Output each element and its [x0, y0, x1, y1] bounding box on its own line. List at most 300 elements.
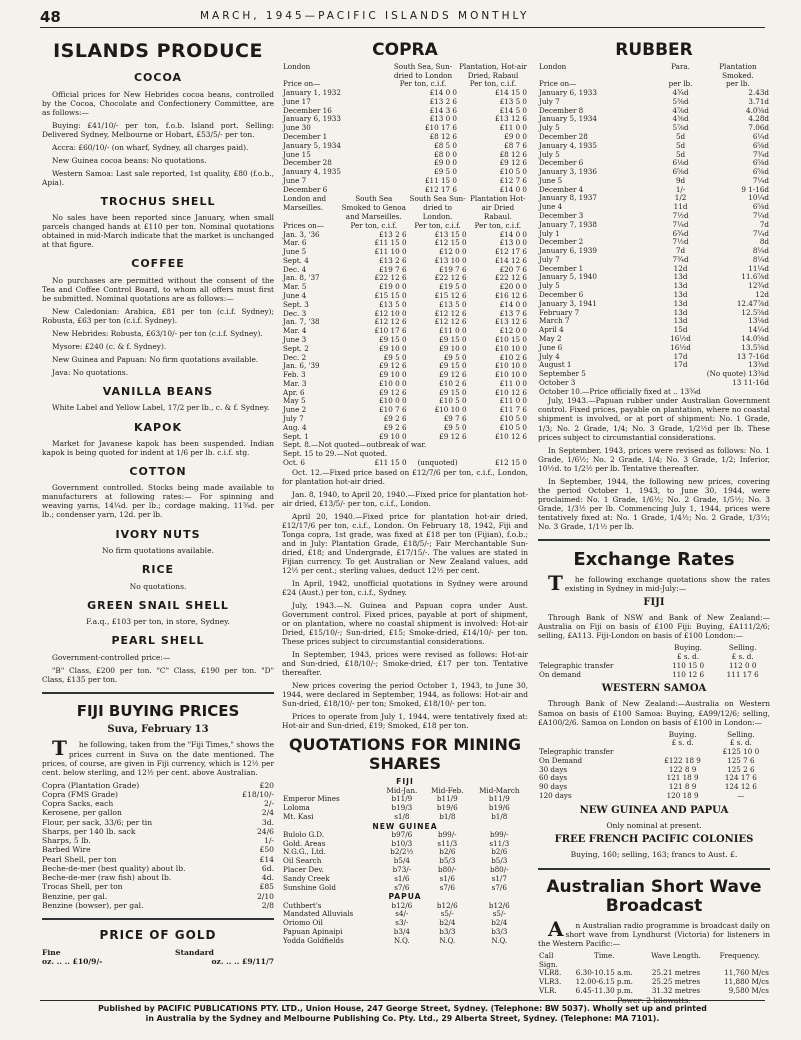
fiji-price-value: £18/10/-	[242, 789, 274, 799]
rubber-row	[538, 89, 770, 98]
copra-table-2	[282, 195, 528, 467]
exchange-row-cell: Telegraphic transfer	[539, 747, 614, 757]
fiji-price-row	[42, 799, 274, 808]
fiji-buying-title: FIJI BUYING PRICES	[76, 701, 240, 720]
rubber-row-cell: 4⅞d	[672, 105, 689, 115]
rubber-row-cell: 5d	[675, 149, 686, 159]
copra-row-cell: £10 12 6	[494, 431, 527, 441]
copra-row-cell: June 5	[283, 247, 307, 257]
rubber-row-cell: 7½d	[672, 237, 689, 247]
copra-row-cell: £9 12 6	[379, 361, 407, 371]
mining-row-cell: Sunshine Gold	[283, 882, 336, 892]
rubber-row-cell: 4¾d	[672, 88, 689, 98]
rubber-row-cell: January 4, 1935	[539, 140, 597, 150]
section-divider	[42, 918, 274, 920]
exchange-row-cell: Telegraphic transfer	[539, 660, 614, 670]
copra-row-cell: £22 12 6	[374, 273, 407, 283]
copra-row-cell: £12 12 6	[434, 317, 467, 327]
copra-row-cell: January 6, 1933	[283, 114, 341, 124]
copra-row-cell: £12 17 6	[424, 184, 457, 194]
mining-row	[282, 813, 528, 822]
fiji-price-row	[42, 808, 274, 817]
rubber-row-cell: 1/-	[675, 184, 686, 194]
copra-row-cell: £10 5 0	[499, 413, 527, 423]
copra-row-cell: £19 5 0	[439, 282, 467, 292]
copra-row-cell: £9 15 0	[379, 334, 407, 344]
copra-row-cell: £9 5 0	[443, 352, 467, 362]
copra-row-cell: June 17	[283, 96, 311, 106]
mining-row-cell: b5/4	[393, 856, 410, 866]
mining-row-cell: b2/4	[491, 918, 508, 928]
rubber-row	[538, 115, 770, 124]
fiji-price-label: Sharps, per 140 lb. sack	[42, 826, 136, 836]
rubber-row-cell: 8¼d	[752, 246, 769, 256]
fiji-price-label: Flour, per sack, 33/6; per tin	[42, 817, 153, 827]
fiji-price-value: £14	[259, 854, 274, 864]
rubber-note: October 10.—Price officially fixed at .. 13¾d	[539, 386, 701, 396]
copra-row-cell: £9 15 0	[439, 387, 467, 397]
mining-row-cell: b99/-	[489, 829, 509, 839]
shortwave-intro: An Australian radio programme is broadcast daily on short wave from Lyndhurst (Victoria) for listeners in the Western Pacific:—	[538, 916, 770, 948]
fiji-price-row	[42, 892, 274, 901]
mining-row-cell: s11/3	[437, 838, 458, 848]
publisher-footer	[40, 1000, 765, 1024]
rubber-row-cell: 7½d	[672, 211, 689, 221]
rubber-row-cell: 6⅝d	[752, 202, 769, 212]
exchange-title: Exchange Rates	[573, 548, 735, 570]
rubber-row-cell: January 6, 1939	[539, 246, 597, 256]
copra-row-cell: Dec. 2	[283, 352, 307, 362]
rubber-row-cell: March 7	[539, 316, 570, 326]
copra-row-cell: £10 10 0	[494, 370, 527, 380]
coffee-para: New Guinea and Papuan: No firm quotations available.	[52, 355, 259, 365]
mining-row-cell: b11/9	[391, 794, 413, 804]
rubber-row-cell: 5⅞d	[672, 123, 689, 133]
copra-col-header: London	[283, 61, 311, 71]
kapok-title: KAPOK	[134, 420, 182, 434]
mining-row-cell: Mt. Kasi	[283, 811, 314, 821]
rubber-row-cell: 4.28d	[748, 114, 769, 124]
copra-col-subheader: Price on—	[283, 79, 321, 89]
fiji-price-row	[42, 873, 274, 882]
rubber-row-cell: 6⅝d	[752, 167, 769, 177]
section-divider	[538, 539, 770, 541]
copra-row-cell: Sept. 1	[283, 431, 309, 441]
mining-row-cell: b11/9	[488, 794, 510, 804]
copra-note: Sept. 8.—Not quoted—outbreak of war.	[283, 440, 427, 450]
copra-row	[282, 142, 528, 151]
rubber-row-cell: January 5, 1940	[539, 272, 597, 282]
copra-col-header: London and Marseilles.	[283, 194, 327, 213]
exchange-fiji-table	[538, 644, 770, 679]
mining-row-cell: s1/7	[491, 873, 507, 883]
copra-row-cell: £13 7 6	[499, 308, 527, 318]
rubber-row-cell: 6⅝d	[672, 167, 689, 177]
fiji-price-label: Copra (Plantation Grade)	[42, 780, 140, 790]
gold-std-unit: oz.	[211, 956, 224, 966]
copra-paragraph: In September, 1943, prices were revised as follows: Hot-air and Sun-dried, £18/10/-; Smoke-dried, £17 per ton. Tentative thereafter.	[282, 650, 528, 678]
fiji-price-row	[42, 845, 274, 854]
copra-row-cell: £19 7 6	[439, 264, 467, 274]
rubber-row	[538, 309, 770, 318]
copra-row-cell: £14 0 0	[499, 184, 527, 194]
rubber-notes	[538, 396, 770, 530]
fiji-price-row	[42, 864, 274, 873]
exchange-col-header: Selling.	[727, 729, 755, 739]
exchange-unit-header: £ s. d.	[729, 738, 752, 748]
mining-row-cell: b19/3	[391, 803, 413, 813]
rubber-row-cell: August 1	[539, 360, 572, 370]
mining-row-cell: N.G.G., Ltd.	[283, 847, 326, 857]
running-title: MARCH, 1945—PACIFIC ISLANDS MONTHLY	[200, 10, 530, 22]
rubber-row-cell: January 7, 1938	[539, 219, 597, 229]
copra-col-header: Plantation, Hot-air Dried, Rabaul	[459, 61, 527, 80]
rubber-row-cell: 13d	[673, 307, 688, 317]
copra-row-cell: Apr. 6	[283, 387, 305, 397]
rubber-row-cell: July 7	[539, 96, 560, 106]
mining-row-cell: Yodda Goldfields	[283, 935, 344, 945]
copra-paragraph: In April, 1942, unofficial quotations in Sydney were around £24 (Aust.) per ton, c.i.f., Sydney.	[282, 579, 528, 598]
copra-row-cell: £9 10 0	[439, 343, 467, 353]
copra-row-cell: £9 7 6	[443, 413, 467, 423]
copra-row-cell: Sept. 3	[283, 299, 309, 309]
copra-row-cell: £9 2 6	[383, 413, 407, 423]
exchange-row	[538, 671, 770, 680]
rubber-row-cell: December 6	[539, 158, 584, 168]
cocoa-para: Accra: £60/10/- (on wharf, Sydney, all charges paid).	[52, 142, 249, 152]
footer-line: in Australia by the Sydney and Melbourne Publishing Co. Pty. Ltd., 29 Alberta Street, Sydney. (Telephone: MA 7101).	[145, 1014, 660, 1024]
copra-row-cell: £14 3 6	[429, 105, 457, 115]
fiji-price-value: £50	[259, 845, 274, 855]
rubber-row-cell: 13.5⅝d	[741, 342, 769, 352]
rubber-row-cell: 12.47⅞d	[736, 298, 769, 308]
fiji-price-label: Barbed Wire	[42, 845, 91, 855]
copra-row-cell: June 15	[283, 149, 311, 159]
fiji-price-value: 1/-	[264, 836, 274, 846]
rubber-row-cell: July 1	[539, 228, 560, 238]
fiji-price-row	[42, 836, 274, 845]
rice-title: RICE	[141, 563, 175, 577]
gold-fine-value: £10/9/-	[72, 956, 103, 966]
copra-row-cell: £9 10 0	[379, 370, 407, 380]
mining-row	[282, 937, 528, 946]
rubber-row-cell: 8¼d	[752, 254, 769, 264]
rubber-row-cell: 4⅜d	[672, 114, 689, 124]
exchange-row-cell: 125 2 6	[727, 764, 755, 774]
cocoa-para: Official prices for New Hebrides cocoa beans, controlled by the Cocoa, Chocolate and Confectionery Committee, are as follows:—	[42, 89, 274, 117]
mining-col-header: Mid-Jan.	[386, 785, 418, 795]
cocoa-title: COCOA	[133, 71, 183, 85]
cotton-title: COTTON	[129, 464, 187, 478]
fiji-price-label: Pearl Shell, per ton	[42, 854, 117, 864]
rubber-row-cell: 13d	[673, 316, 688, 326]
copra-row-cell: £16 12 6	[494, 291, 527, 301]
fiji-price-value: 24/6	[256, 826, 274, 836]
rubber-row-cell: June 5	[539, 175, 563, 185]
copra-row-cell: Mar. 4	[283, 326, 307, 336]
shortwave-row-cell: 6.45-11.30 p.m.	[575, 986, 633, 995]
copra-row-cell: £9 12 6	[439, 431, 467, 441]
mining-row-cell: b3/3	[491, 926, 508, 936]
copra-row-cell: £10 2 6	[499, 352, 527, 362]
copra-paragraph: New prices covering the period October 1, 1943, to June 30, 1944, were declared in September, 1944, as follows: Hot-air and Sun-dried, £18/10/- per ton; Smoked, £18/10/- per ton.	[282, 681, 528, 709]
exchange-row-cell: 121 8 9	[668, 782, 697, 792]
rubber-row	[538, 273, 770, 282]
rubber-row-cell: (No quote) 13⅜d	[706, 369, 769, 379]
exchange-ng-title: NEW GUINEA AND PAPUA	[579, 804, 729, 816]
mining-row-cell: b80/-	[438, 865, 457, 875]
cocoa-para: Buying: £41/10/- per ton, f.o.b. Island port. Selling: Delivered Sydney, Melbourne or Hobart, £53/5/- per ton.	[42, 120, 274, 139]
copra-row-cell: £20 7 6	[499, 264, 527, 274]
rubber-row-cell: 13⅛d	[748, 316, 769, 326]
rubber-row-cell: 13d	[673, 272, 688, 282]
rubber-row-cell: 3.71d	[748, 96, 769, 106]
mining-row-cell: b3/4	[393, 926, 410, 936]
rubber-row-cell: February 7	[539, 307, 580, 317]
mining-row-cell: b3/3	[439, 926, 456, 936]
mining-row-cell: b5/3	[491, 856, 508, 866]
mining-row-cell: b19/6	[436, 803, 458, 813]
mining-col-header: Mid-Feb.	[431, 785, 464, 795]
copra-row-cell: £13 2 6	[429, 96, 457, 106]
copra-row-cell: June 30	[283, 123, 311, 133]
islands-produce-title: ISLANDS PRODUCE	[53, 40, 263, 62]
copra-paragraph: April 20, 1940.—Fixed price for plantation hot-air dried, £12/17/6 per ton, c.i.f., London. On February 18, 1942, Fiji and Tonga copra, 1st grade, was fixed at £18 per ton (Fijian), f.o.b.; and in July: Plantation Grade, £18/5/-; Fair Merchantable Sun-dried, £18; and Undergrade, £17/15/-. The values are stated in Fijian currency. To get Australian or New Zealand values, add 12½ per cent.; sterling values, deduct 12½ per cent.	[282, 511, 528, 575]
coffee-para: No purchases are permitted without the consent of the Tea and Coffee Control Board, to whom all offers must first be submitted. Nominal quotations are as follows:—	[42, 275, 274, 303]
shortwave-row-cell: 25.21 metres	[651, 968, 701, 978]
copra-row-cell: £22 12 6	[434, 273, 467, 283]
copra-row-cell: £11 0 0	[499, 123, 527, 133]
mining-row-cell: b1/8	[491, 811, 508, 821]
copra-row-cell: £9 0 0	[434, 158, 457, 168]
exchange-samoa-table	[538, 731, 770, 801]
rubber-row-cell: 6⅛d	[672, 158, 689, 168]
rubber-paragraph: July, 1943.—Papuan rubber under Australian Government control. Fixed prices, payable on plantation, where no coastal shipment is involved, or at port of shipment: No. 1 Grade, 1/3; No. 2 Grade, 1/4; No. 3 Grade, 1/2½d per lb. These prices subject to circumstantial considerations.	[538, 396, 770, 442]
mining-row-cell: b2/2½	[390, 847, 414, 857]
exchange-row-cell: 120 days	[539, 791, 572, 801]
fiji-price-label: Kerosene, per gallon	[42, 808, 122, 818]
rubber-col-subheader: per lb.	[726, 79, 750, 89]
copra-notes	[282, 468, 528, 731]
exchange-row-cell: 124 12 6	[724, 782, 757, 792]
mining-row-cell: s7/6	[394, 882, 410, 892]
rubber-row-cell: 2.43d	[748, 88, 769, 98]
fiji-price-value: 2/10	[256, 891, 274, 901]
exchange-row-cell: 60 days	[539, 773, 568, 783]
rubber-row-cell: May 2	[539, 333, 562, 343]
mining-group-label: NEW GUINEA	[372, 821, 438, 831]
rubber-row-cell: December 4	[539, 184, 584, 194]
rubber-table	[538, 63, 770, 397]
copra-row-cell: £10 0 0	[379, 396, 407, 406]
rubber-row-cell: 5d	[675, 140, 686, 150]
rubber-row-cell: 7.06d	[748, 123, 769, 133]
copra-row-cell: June 7	[283, 175, 307, 185]
rubber-row-cell: 7¼d	[672, 219, 689, 229]
rubber-row-cell: 5d	[675, 131, 686, 141]
copra-row-cell: £10 2 6	[439, 378, 467, 388]
fiji-price-label: Benzine (bowser), per gal.	[42, 900, 144, 910]
rubber-row-cell: 5⅜d	[672, 96, 689, 106]
mining-row-cell: b2/6	[439, 847, 456, 857]
rubber-row-cell: 7d	[675, 246, 686, 256]
rubber-row	[538, 326, 770, 335]
copra-row-cell: £9 10 0	[379, 343, 407, 353]
shortwave-row-cell: 11,760 M/cs	[724, 968, 769, 978]
mining-row-cell: Oriomo Oil	[283, 918, 323, 928]
copra-row-cell: £9 2 6	[383, 422, 407, 432]
mining-row-cell: s5/-	[492, 909, 506, 919]
shortwave-row-cell: VLR.	[539, 986, 557, 995]
copra-row-cell: £8 12 6	[429, 131, 457, 141]
fiji-price-row	[42, 901, 274, 910]
copra-row-cell: £13 5 0	[499, 96, 527, 106]
column-islands-produce	[42, 40, 274, 966]
exchange-unit-header: £ s. d.	[731, 651, 754, 661]
rubber-row-cell: July 5	[539, 281, 560, 291]
mining-row-cell: b12/6	[391, 900, 413, 910]
copra-paragraph: July, 1943.—N. Guinea and Papuan copra under Aust. Government control. Fixed prices, payable at port of shipment, or on plantation, where no coastal shipment is involved: Hot-air Dried, £15/10/-; Sun-dried, £15; Smoke-dried, £14/10/- per ton. These prices subject to circumstantial considerations.	[282, 601, 528, 647]
fiji-price-row	[42, 790, 274, 799]
copra-row-cell: £13 0 0	[499, 238, 527, 248]
pearl-para: Government-controlled price:—	[52, 652, 171, 662]
rubber-row-cell: January 6, 1933	[539, 88, 597, 98]
rubber-row-cell: 9 1-16d	[741, 184, 769, 194]
mining-row-cell: s7/6	[439, 882, 455, 892]
exchange-fiji-para: Through Bank of NSW and Bank of New Zealand:—Australia on Fiji on basis of £100 Fiji: Buying, £A111/2/6; selling, £A113. Fiji-London on basis of £100 London:—	[538, 613, 770, 641]
copra-row-cell: £10 5 0	[499, 167, 527, 177]
rubber-row-cell: December 6	[539, 290, 584, 300]
rubber-col-header: Plantation Smoked.	[719, 61, 757, 80]
exchange-french-para: Buying, 160; selling, 163; francs to Aust. £.	[570, 850, 738, 860]
exchange-row-cell: 125 7 6	[727, 755, 755, 765]
exchange-row-cell: 112 0 0	[728, 660, 757, 670]
rubber-row-cell: December 1	[539, 263, 584, 273]
copra-row-cell: £10 5 0	[499, 422, 527, 432]
pearl-para: "B" Class, £200 per ton. "C" Class, £190 per ton. "D" Class, £135 per ton.	[42, 665, 274, 684]
copra-col-subheader: Prices on—	[283, 220, 324, 230]
copra-table-1	[282, 63, 528, 195]
rubber-row	[538, 344, 770, 353]
rubber-row-cell: 14¼d	[748, 325, 769, 335]
copra-row-cell: £13 0 0	[429, 114, 457, 124]
rubber-row-cell: December 2	[539, 237, 584, 247]
shortwave-col-header: Call Sign.	[539, 950, 558, 969]
copra-row-cell: January 4, 1935	[283, 167, 341, 177]
copra-paragraph: Prices to operate from July 1, 1944, were tentatively fixed at: Hot-air and Sun-dried, £19; Smoked, £18 per ton.	[282, 712, 528, 731]
copra-row-cell: £10 10 0	[434, 405, 467, 415]
copra-row-cell: £12 12 6	[434, 308, 467, 318]
copra-col-subheader: Per ton, c.i.f.	[414, 220, 461, 230]
rubber-row-cell: January 3, 1936	[539, 167, 597, 177]
rubber-row-cell: 9d	[675, 175, 686, 185]
fiji-buying-intro: The following, taken from the "Fiji Times," shows the prices current in Suva on the date mentioned. The prices, of course, are given in Fiji currency, which is 12½ per cent. below sterling, and 12½ per cent. above Australian.	[42, 736, 274, 777]
fiji-price-value: 2/8	[261, 900, 274, 910]
copra-row-cell: £10 17 6	[374, 326, 407, 336]
mining-row-cell: b19/6	[488, 803, 510, 813]
copra-cell: £12 15 0	[494, 457, 527, 467]
copra-row-cell: £13 15 0	[434, 229, 467, 239]
rubber-row	[538, 247, 770, 256]
coffee-para: Java: No quotations.	[52, 368, 129, 378]
rubber-row	[538, 335, 770, 344]
copra-row-cell: £8 5 0	[434, 140, 457, 150]
rubber-row	[538, 168, 770, 177]
gold-header-row	[42, 948, 274, 957]
exchange-row-cell: 30 days	[539, 764, 568, 774]
copra-row-cell: £10 12 6	[494, 387, 527, 397]
kapok-para: Market for Javanese kapok has been suspended. Indian kapok is being quoted for indent at 1/6 per lb. c.i.f. stg.	[42, 438, 274, 457]
mining-row-cell: s4/-	[395, 909, 409, 919]
copra-row-cell: January 5, 1934	[283, 140, 341, 150]
copra-row-cell: £14 12 6	[494, 255, 527, 265]
column-copra	[282, 40, 528, 946]
rubber-row-cell: 11d	[673, 202, 688, 212]
copra-col-header: Plantation Hot-air Dried Rabaul.	[470, 194, 526, 222]
copra-row-cell: £13 2 6	[379, 229, 407, 239]
copra-row-cell: £20 0 0	[499, 282, 527, 292]
shortwave-col-header: Time.	[594, 950, 615, 960]
mining-row-cell: b80/-	[489, 865, 509, 875]
mining-row-cell: b10/3	[391, 838, 413, 848]
mining-row-cell: N.Q.	[491, 935, 508, 945]
rubber-row-cell: 12d	[755, 290, 769, 300]
copra-row-cell: £13 10 0	[434, 255, 467, 265]
copra-row	[282, 115, 528, 124]
fiji-price-label: Beche-de-mer (best quality) about lb.	[42, 863, 186, 873]
copra-row-cell: £10 15 0	[494, 334, 527, 344]
copra-row-cell: May 5	[283, 396, 306, 406]
copra-row-cell: £9 5 0	[434, 167, 457, 177]
rubber-row-cell: 4.0⅝d	[746, 105, 769, 115]
mining-row-cell: b2/4	[439, 918, 456, 928]
cotton-para: Government controlled. Stocks being made available to manufacturers at following rates:— For spinning and weaving yarns, 14¼d. per lb.; cordage making, 11¾d. per lb.; condenser yarn, 12d. per lb.	[42, 483, 274, 520]
copra-row-cell: £15 15 0	[374, 291, 407, 301]
copra-row-cell: £9 12 6	[379, 387, 407, 397]
copra-row-cell: £11 10 0	[374, 247, 407, 257]
copra-row-cell: £11 0 0	[499, 378, 527, 388]
copra-col-header: South Sea, Sun-dried to London	[393, 61, 453, 80]
section-divider	[42, 692, 274, 694]
fiji-price-label: Beche-de-mer (raw fish) about lb.	[42, 873, 172, 883]
exchange-row-cell: 111 17 6	[726, 669, 759, 679]
gold-fine-label: Fine	[42, 947, 61, 957]
copra-row-cell: Mar. 5	[283, 282, 307, 292]
copra-row-cell: £15 12 6	[434, 291, 467, 301]
copra-row-cell: December 28	[283, 158, 332, 168]
rubber-row-cell: 13 7-16d	[736, 351, 769, 361]
copra-row-cell: £19 0 0	[379, 282, 407, 292]
copra-row-cell: £14 5 0	[499, 105, 527, 115]
copra-col-subheader: Per ton, c.i.f.	[399, 79, 447, 89]
exchange-col-header: Buying.	[668, 729, 697, 739]
mining-row-cell: N.Q.	[439, 935, 456, 945]
cocoa-para: New Guinea cocoa beans: No quotations.	[52, 155, 207, 165]
copra-row-cell: Mar. 3	[283, 378, 307, 388]
exchange-row-cell: £122 18 9	[664, 755, 701, 765]
exchange-col-header: Selling.	[728, 643, 757, 653]
rubber-col-subheader: per lb.	[668, 79, 693, 89]
exchange-row-cell: 120 18 9	[666, 791, 699, 801]
mining-row-cell: s7/6	[491, 882, 507, 892]
rubber-row-cell: January 5, 1934	[539, 114, 597, 124]
mining-row-cell: s1/6	[394, 873, 410, 883]
mining-table	[282, 777, 528, 945]
rubber-row-cell: 8d	[759, 237, 769, 247]
copra-row-cell: £12 7 6	[499, 175, 527, 185]
copra-row-cell: £13 12 6	[494, 114, 527, 124]
mining-row-cell: b73/-	[392, 865, 412, 875]
